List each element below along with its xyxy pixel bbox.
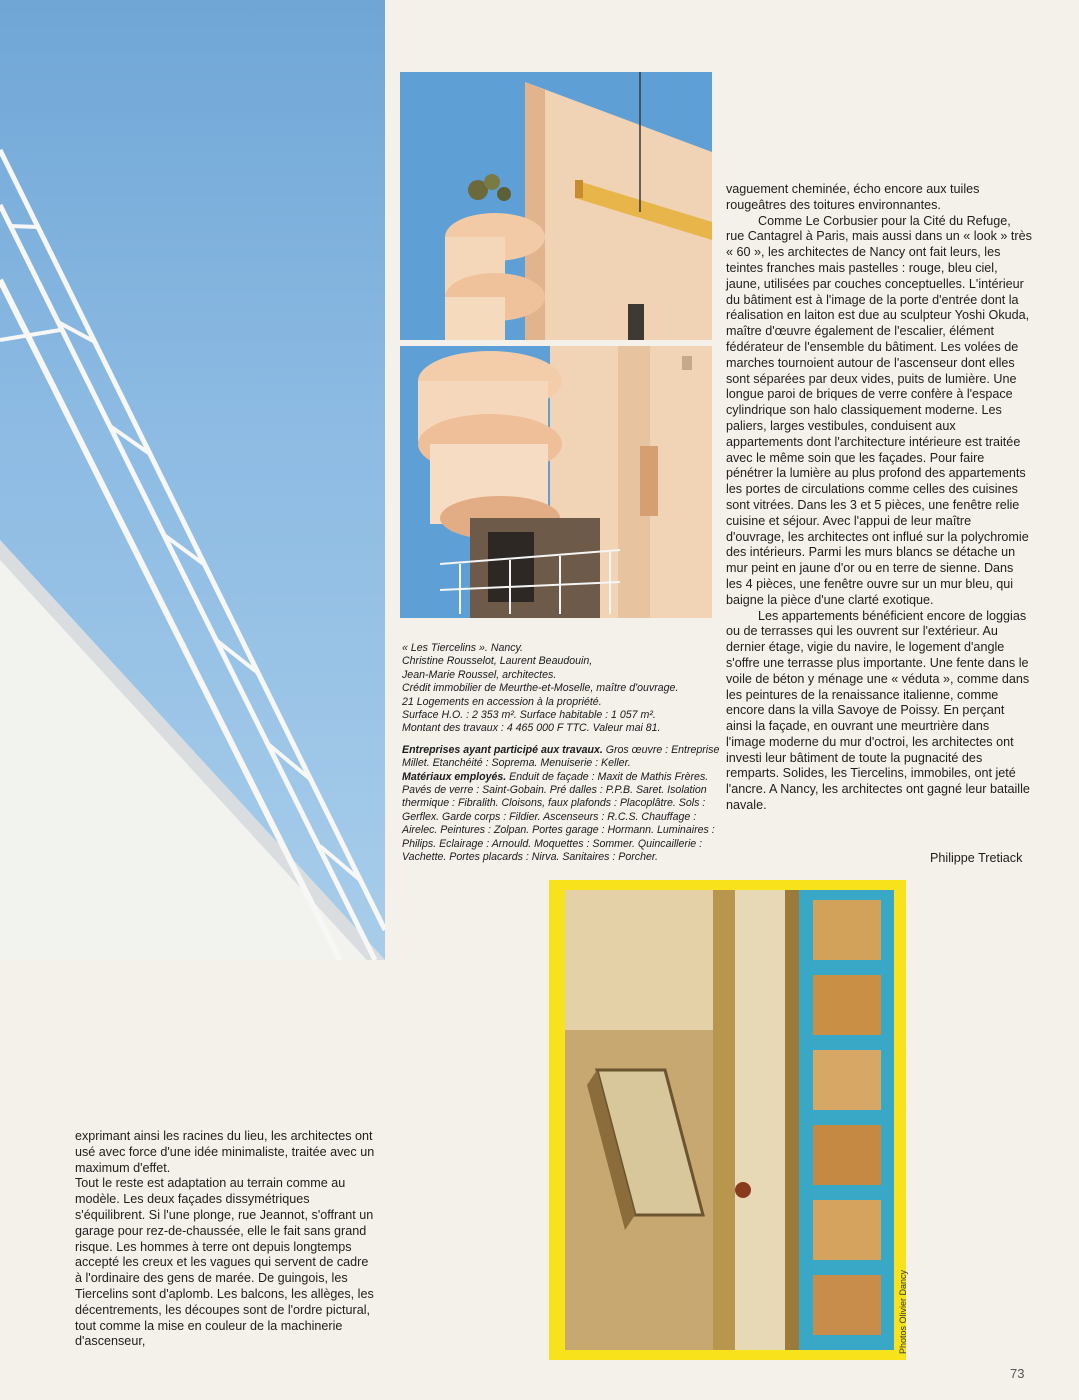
article-paragraph: exprimant ainsi les racines du lieu, les architectes ont usé avec force d'une idée minimaliste, traitée avec un maximum d'effet.	[75, 1129, 375, 1175]
companies-heading: Entreprises ayant participé aux travaux.	[402, 743, 603, 756]
caption-line: Crédit immobilier de Meurthe-et-Moselle, maître d'ouvrage.	[402, 682, 679, 695]
brass-door-illustration	[565, 890, 894, 1350]
caption-line: Surface H.O. : 2 353 m². Surface habitable : 1 057 m².	[402, 709, 656, 722]
materials-heading: Matériaux employés.	[402, 770, 507, 783]
caption-line: « Les Tiercelins ». Nancy.	[402, 642, 523, 654]
building-photo-bottom	[400, 346, 712, 618]
sky-ladder-photo	[0, 0, 385, 960]
article-right-column	[726, 182, 1032, 814]
companies-text: Gros œuvre : Entreprise Millet. Etanchéité : Soprema. Menuiserie : Keller.	[402, 743, 720, 770]
caption-line: Jean-Marie Roussel, architectes.	[402, 668, 557, 681]
article-paragraph: Tout le reste est adaptation au terrain comme au modèle. Les deux façades dissymétriques s'équilibrent. Si l'une plonge, rue Jeannot, s'offrant un garage pour rez-de-chaussée, elle le fait sans grand risque. Les hommes à terre ont depuis longtemps accepté les creux et les vagues qui servent de cadre à l'ordinaire des gens de marée. De guingois, les Tiercelins sont d'aplomb. Les balcons, les allèges, les décentrements, les découpes sont de l'ordre pictural, tout comme la mise en couleur de la machinerie d'ascenseur,	[75, 1176, 374, 1349]
photo-caption	[402, 642, 722, 865]
caption-line: Christine Rousselot, Laurent Beaudouin,	[402, 655, 593, 668]
door-photo	[565, 890, 894, 1350]
caption-line: 21 Logements en accession à la propriété.	[402, 695, 602, 708]
author-signature: Philippe Tretiack	[930, 851, 1023, 865]
caption-line: Montant des travaux : 4 465 000 F TTC. Valeur mai 81.	[402, 722, 661, 735]
building-photo-top	[400, 72, 712, 340]
caption-materials	[402, 771, 722, 865]
article-paragraph: Les appartements bénéficient encore de loggias ou de terrasses qui les ouvrent sur l'extérieur. Au dernier étage, vigie du navire, le logement d'angle s'offre une terrasse plus importante. Une fente dans le voile de béton y ménage une « véduta », comme dans les peintures de la renaissance italienne, comme encore dans la villa Savoye de Poissy. En perçant ainsi la façade, en ouvrant une meurtrière dans l'image moderne du mur d'octroi, les architectes ont investi leur bâtiment de toute la pugnacité des remparts. Solides, les Tiercelins, immobiles, ont jeté l'ancre. A Nancy, les architectes ont gagné leur bataille navale.	[726, 608, 1030, 813]
article-paragraph: vaguement cheminée, écho encore aux tuiles rougeâtres des toitures environnantes.	[726, 182, 980, 212]
caption-companies	[402, 744, 722, 771]
article-left-column	[75, 1129, 375, 1350]
sky-ladder-illustration	[0, 0, 385, 960]
building-facade-illustration-bottom	[400, 346, 712, 618]
page-number: 73	[1010, 1366, 1025, 1381]
materials-text: Enduit de façade : Maxit de Mathis Frères. Pavés de verre : Saint-Gobain. Pré dalles : P.P.B. Saret. Isolation thermique : Fibralith. Cloisons, faux plafonds : Placoplâtre. Sols : Gerflex. Garde corps : Fildier. Ascenseurs : R.C.S. Chauffage : Airelec. Peintures : Zolpan. Portes garage : Hormann. Luminaires : Philips. Eclairage : Arnould. Moquettes : Sommer. Quincaillerie : Vachette. Portes placards : Nirva. Sanitaires : Porcher.	[402, 770, 715, 864]
article-paragraph: Comme Le Corbusier pour la Cité du Refuge, rue Cantagrel à Paris, mais aussi dans un « look » très « 60 », les architectes de Nancy ont fait leurs, les teintes franches mais pastelles : rouge, bleu ciel, jaune, utilisées par couches conceptuelles. L'intérieur du bâtiment est à l'image de la porte d'entrée dont la réalisation en laiton est due au sculpteur Yoshi Okuda, maître d'œuvre également de l'escalier, élément fédérateur de l'ensemble du bâtiment. Les volées de marches tournoient autour de l'ascenseur dont elles sont séparées par deux vides, puits de lumière. Une longue paroi de briques de verre confère à l'espace cylindrique son halo classiquement moderne. Les paliers, larges vestibules, conduisent aux appartements dont l'architecture intérieure est traitée avec le même soin que les façades. Pour faire pénétrer la lumière au plus profond des appartements les portes de circulations comme celles des cuisines sont vitrées. Dans les 3 et 5 pièces, une fenêtre relie cuisine et séjour. Avec l'appui de leur maître d'ouvrage, les architectes ont influé sur la polychromie des intérieurs. Parmi les murs blancs se détache un mur peint en jaune d'or ou en terre de sienne. Dans les 4 pièces, une fenêtre ouvre sur un mur bleu, qui baigne la pièce d'une clarté exotique.	[726, 213, 1032, 607]
photo-credit: Photos Olivier Dancy	[898, 1269, 908, 1354]
building-facade-illustration-top	[400, 72, 712, 340]
